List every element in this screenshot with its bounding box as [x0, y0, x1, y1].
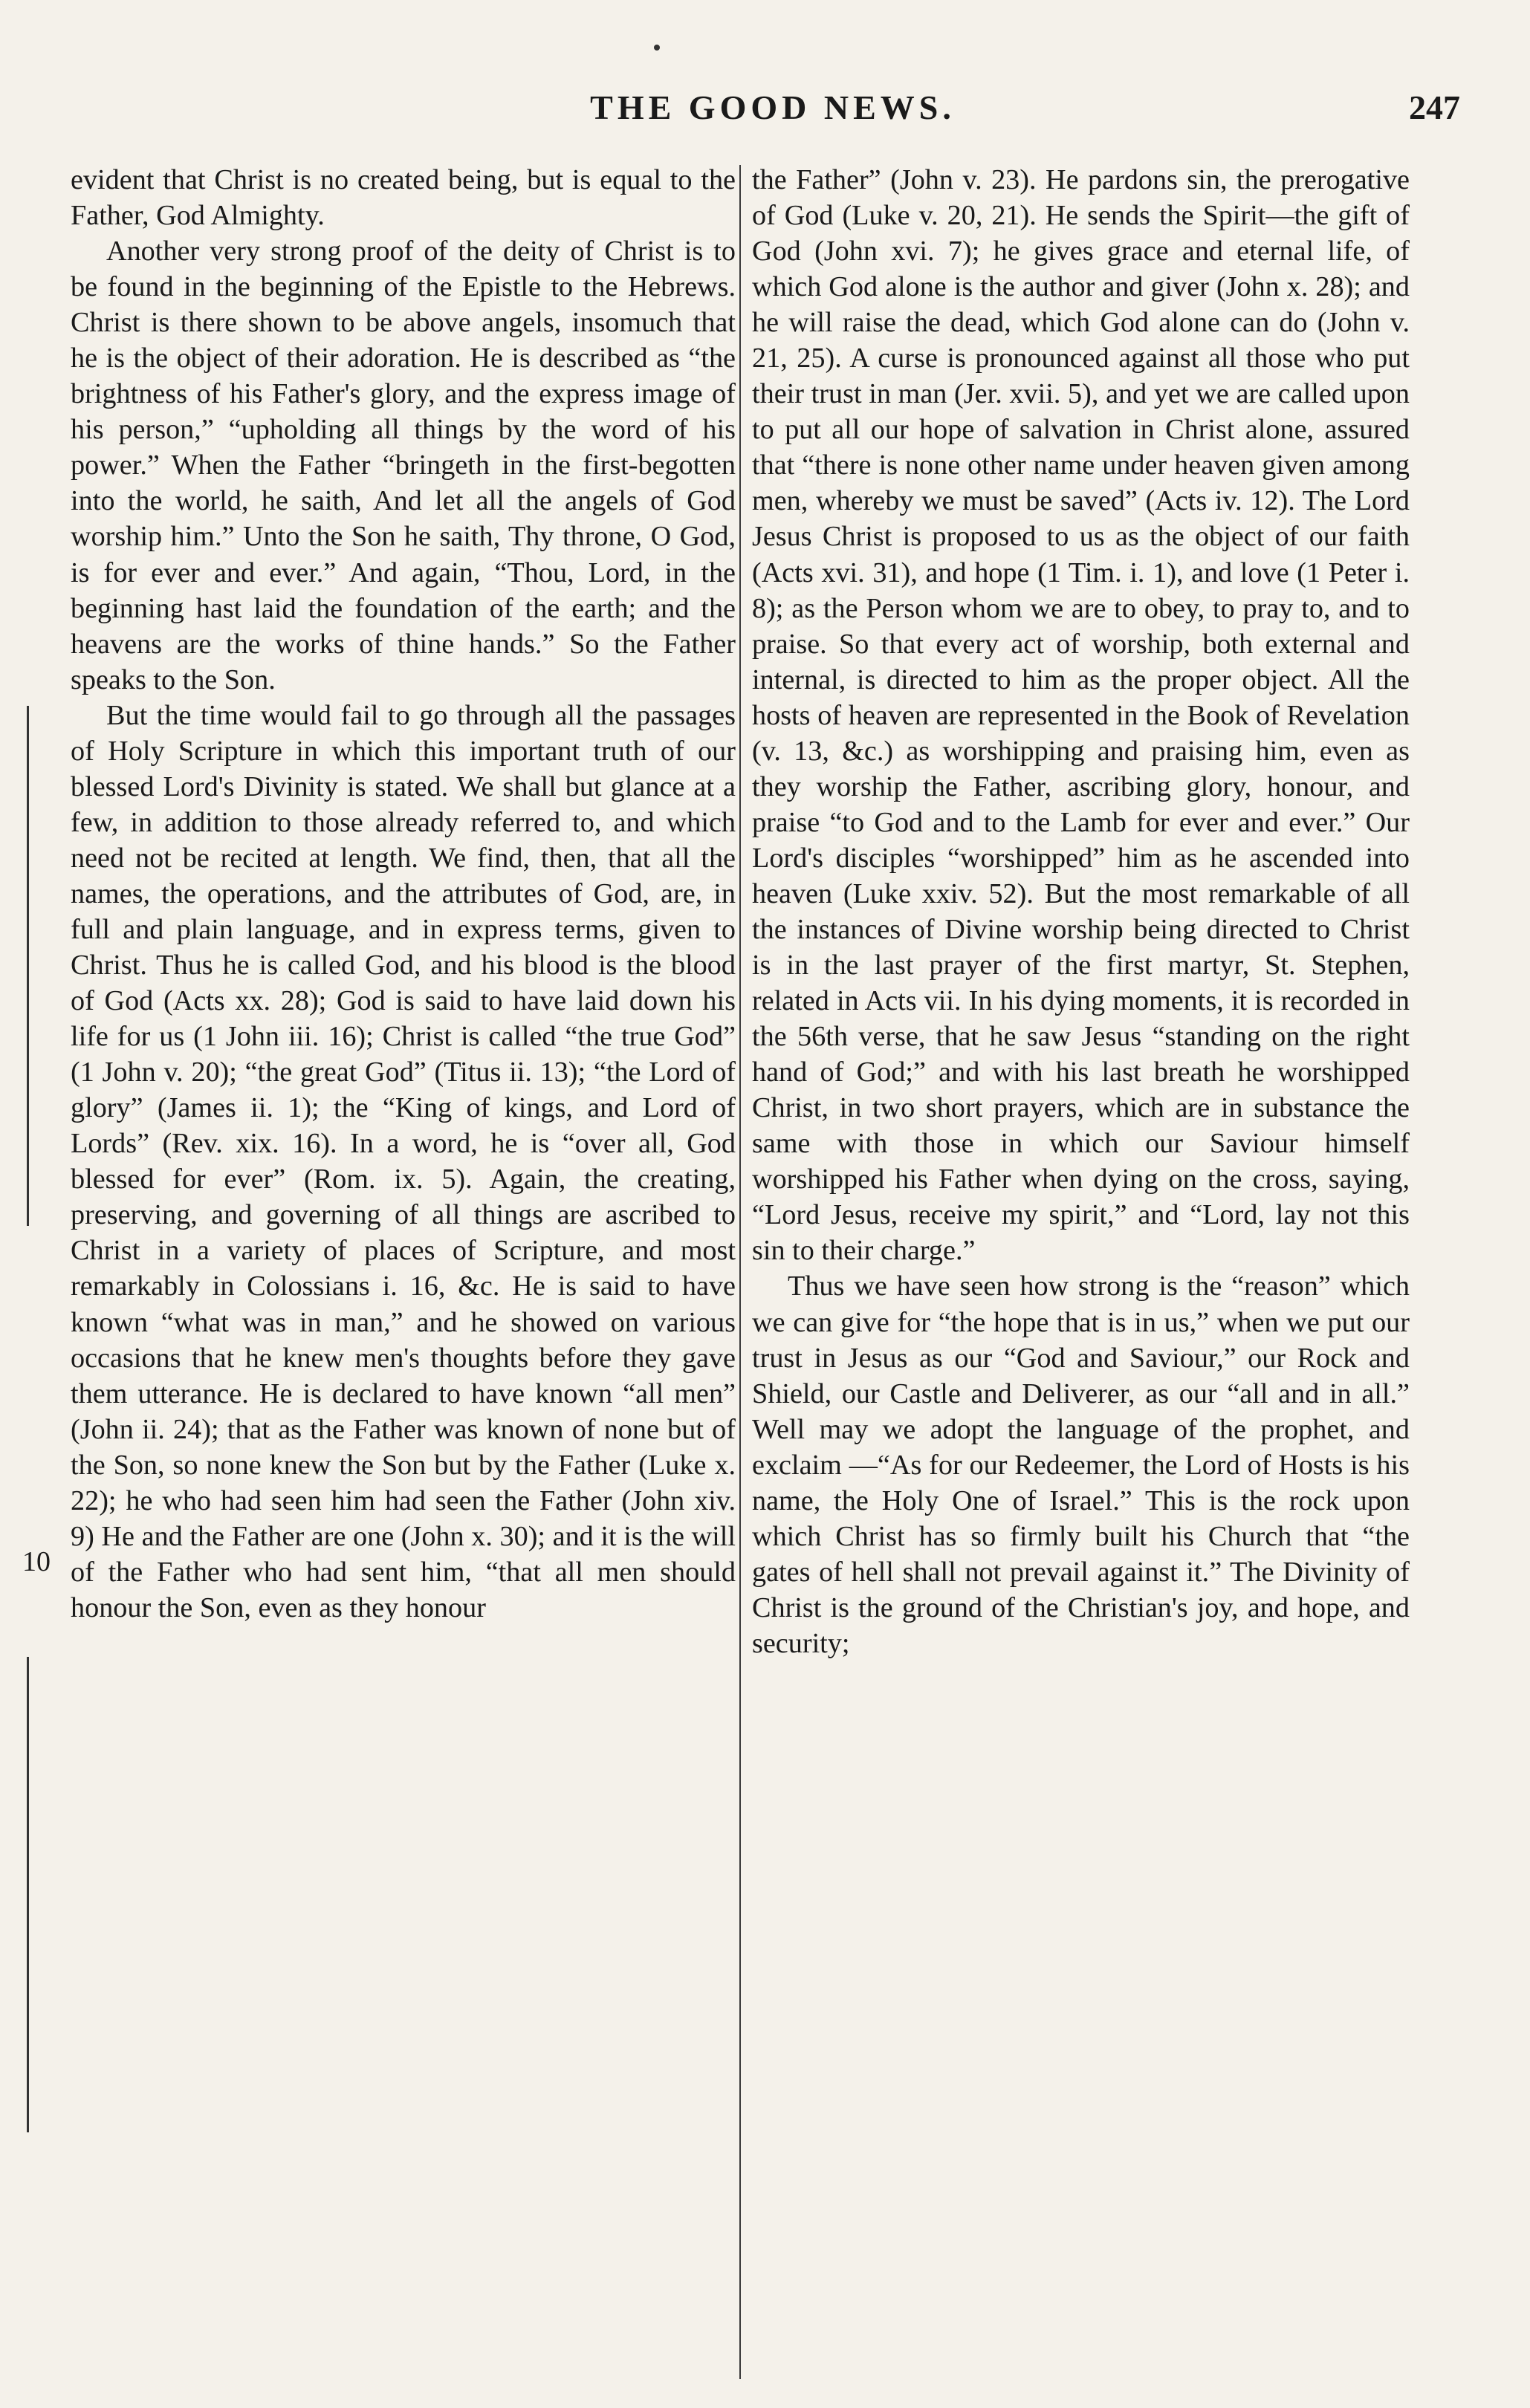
margin-rule: [27, 1657, 29, 2132]
page-title: THE GOOD NEWS.: [590, 88, 956, 126]
paragraph: Another very strong proof of the deity of Christ is to be found in the beginning of the Epistle to the Hebrews. Christ is there shown to be above angels, insomuch that he is the object of their adoration. He is described as “the brightness of his Father's glory, and the express image of his person,” “upholding all things by the word of his power.” When the Father “bringeth in the first-begotten into the world, he saith, And let all the angels of God worship him.” Unto the Son he saith, Thy throne, O God, is for ever and ever.” And again, “Thou, Lord, in the beginning hast laid the foundation of the earth; and the heavens are the works of thine hands.” So the Father speaks to the Son.: [71, 236, 736, 695]
paragraph: the Father” (John v. 23). He pardons sin, the prerogative of God (Luke v. 20, 21). He sends the Spirit—the gift of God (John xvi. 7); he gives grace and eternal life, of which God alone is the author and giver (John x. 28); and he will raise the dead, which God alone can do (John v. 21, 25). A curse is pronounced against all those who put their trust in man (Jer. xvii. 5), and yet we are called upon to put all our hope of salvation in Christ alone, assured that “there is none other name under heaven given among men, whereby we must be saved” (Acts iv. 12). The Lord Jesus Christ is proposed to us as the object of our faith (Acts xvi. 31), and hope (1 Tim. i. 1), and love (1 Peter i. 8); as the Person whom we are to obey, to pray to, and to praise. So that every act of worship, both external and internal, is directed to him as the proper object. All the hosts of heaven are represented in the Book of Revelation (v. 13, &c.) as worshipping and praising him, even as they worship the Father, ascribing glory, honour, and praise “to God and to the Lamb for ever and ever.” Our Lord's disciples “worshipped” him as he ascended into heaven (Luke xxiv. 52). But the most remarkable of all the instances of Divine worship being directed to Christ is in the last prayer of the first martyr, St. Stephen, related in Acts vii. In his dying moments, it is recorded in the 56th verse, that he saw Jesus “standing on the right hand of God;” and with his last breath he worshipped Christ, in two short prayers, which are in substance the same with those in which our Saviour himself worshipped his Father when dying on the cross, saying, “Lord Jesus, receive my spirit,” and “Lord, lay not this sin to their charge.”: [752, 164, 1410, 1267]
ink-dot: [654, 45, 660, 51]
running-head: [71, 88, 1475, 140]
left-column: [71, 162, 736, 1626]
margin-note: 10: [22, 1546, 51, 1577]
right-column: [752, 162, 1410, 1661]
column-divider: [739, 165, 741, 2379]
margin-rule: [27, 706, 29, 1226]
page-number: 247: [1409, 88, 1460, 126]
paragraph: But the time would fail to go through all the passages of Holy Scripture in which this important truth of our blessed Lord's Divinity is stated. We shall but glance at a few, in addition to those already referred to, and which need not be recited at length. We find, then, that all the names, the operations, and the attributes of God, are, in full and plain language, and in express terms, given to Christ. Thus he is called God, and his blood is the blood of God (Acts xx. 28); God is said to have laid down his life for us (1 John iii. 16); Christ is called “the true God” (1 John v. 20); “the great God” (Titus ii. 13); “the Lord of glory” (James ii. 1); the “King of kings, and Lord of Lords” (Rev. xix. 16). In a word, he is “over all, God blessed for ever” (Rom. ix. 5). Again, the creating, preserving, and governing of all things are ascribed to Christ in a variety of places of Scripture, and most remarkably in Colossians i. 16, &c. He is said to have known “what was in man,” and he showed on various occasions that he knew men's thoughts before they gave them utterance. He is declared to have known “all men” (John ii. 24); that as the Father was known of none but of the Son, so none knew the Son but by the Father (Luke x. 22); he who had seen him had seen the Father (John xiv. 9) He and the Father are one (John x. 30); and it is the will of the Father who had sent him, “that all men should honour the Son, even as they honour: [71, 699, 736, 1623]
paragraph: evident that Christ is no created being, but is equal to the Father, God Almighty.: [71, 164, 736, 232]
paragraph: Thus we have seen how strong is the “reason” which we can give for “the hope that is in us,” when we put our trust in Jesus as our “God and Saviour,” our Rock and Shield, our Castle and Deliverer, as our “all and in all.” Well may we adopt the language of the prophet, and exclaim —“As for our Redeemer, the Lord of Hosts is his name, the Holy One of Israel.” This is the rock upon which Christ has so firmly built his Church that “the gates of hell shall not prevail against it.” The Divinity of Christ is the ground of the Christian's joy, and hope, and security;: [752, 1270, 1410, 1659]
